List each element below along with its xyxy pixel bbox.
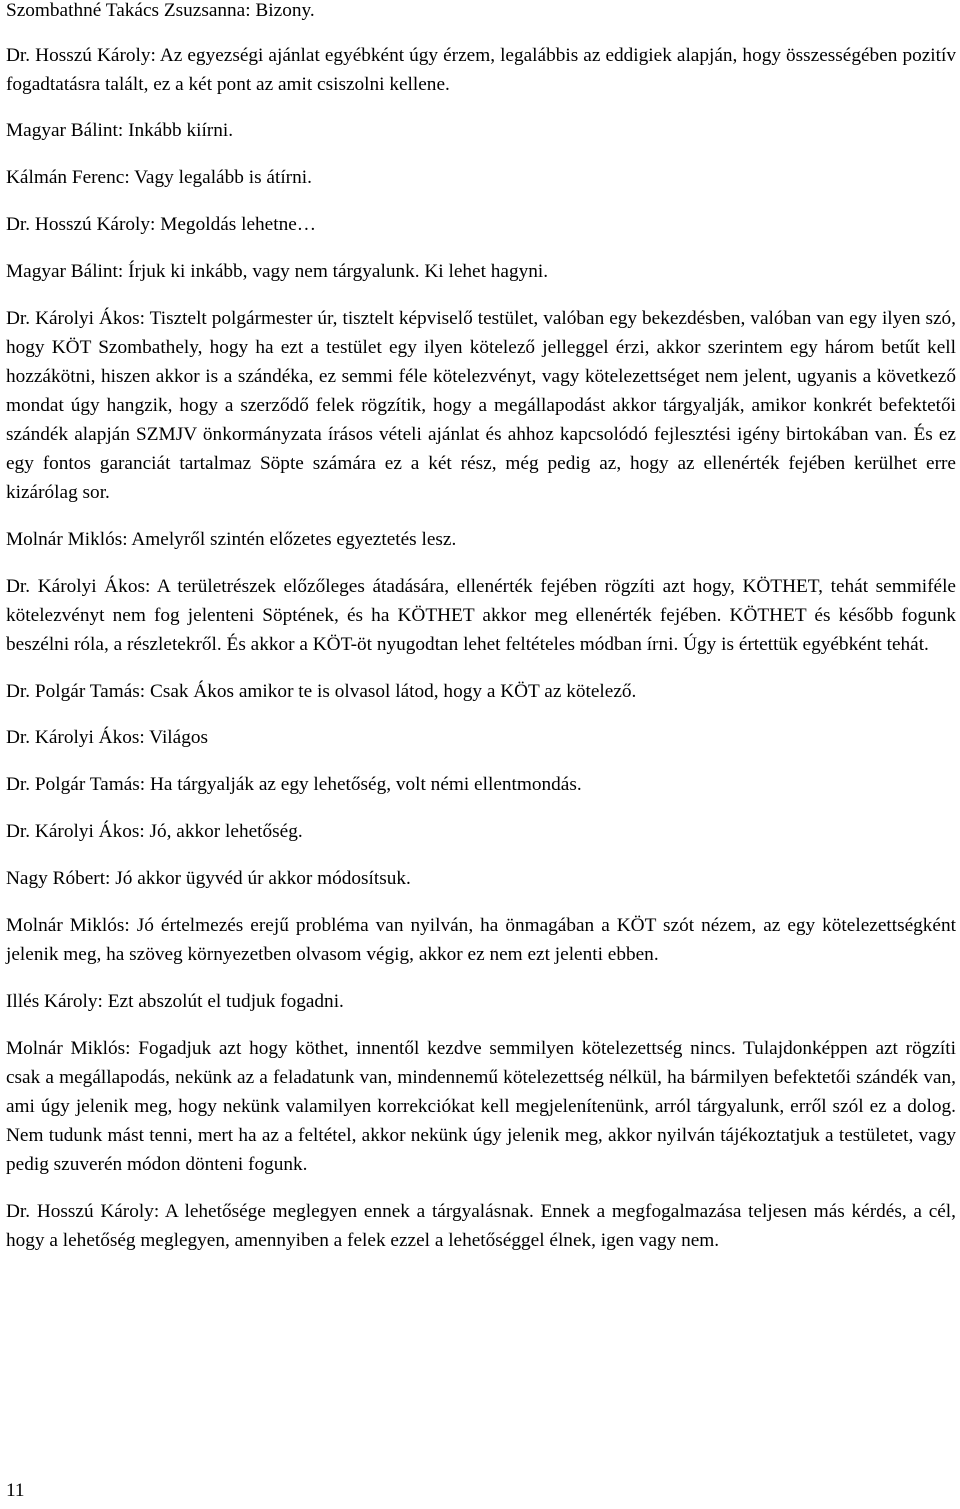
page-number: 11 [6,1480,25,1501]
paragraph-1: Szombathné Takács Zsuzsanna: Bizony. [6,0,315,21]
paragraph-17: Molnár Miklós: Fogadjuk azt hogy köthet, innentől kezdve semmilyen kötelezettség nincs. Tulajdonképpen azt rögzíti csak a megállapodás, nekünk az a feladatunk van, mindennemű kötelezettség nélkül, ha bármilyen befektetői szándék van, ami úgy jelenik meg, hogy nekünk valamilyen korrekciókat kell megjelenítenünk, arról tárgyalunk, erről szól ez a dolog. Nem tudunk mást tenni, mert ha az a feltétel, akkor nekünk úgy jelenik meg, akkor nyilván tájékoztatjuk a testületet, vagy pedig szuverén módon dönteni fogunk. [6,1038,956,1175]
paragraph-10: Dr. Polgár Tamás: Csak Ákos amikor te is olvasol látod, hogy a KÖT az kötelező. [6,681,637,702]
paragraph-13: Dr. Károlyi Ákos: Jó, akkor lehetőség. [6,821,303,842]
paragraph-8: Molnár Miklós: Amelyről szintén előzetes egyeztetés lesz. [6,529,457,550]
paragraph-3: Magyar Bálint: Inkább kiírni. [6,120,234,141]
paragraph-16: Illés Károly: Ezt abszolút el tudjuk fogadni. [6,991,344,1012]
paragraph-15: Molnár Miklós: Jó értelmezés erejű probléma van nyilván, ha önmagában a KÖT szót nézem, az egy kötelezettségként jelenik meg, ha szöveg környezetben olvasom végig, akkor ez nem ezt jelenti ebben. [6,915,956,965]
paragraph-14: Nagy Róbert: Jó akkor ügyvéd úr akkor módosítsuk. [6,868,411,889]
paragraph-11: Dr. Károlyi Ákos: Világos [6,727,209,748]
paragraph-12: Dr. Polgár Tamás: Ha tárgyalják az egy lehetőség, volt némi ellentmondás. [6,774,582,795]
paragraph-7: Dr. Károlyi Ákos: Tisztelt polgármester úr, tisztelt képviselő testület, valóban egy bekezdésben, valóban van egy ilyen szó, hogy KÖT Szombathely, hogy ha ezt a testület egy ilyen kötelező jelleggel érzi, akkor szerintem egy három betűt kell hozzákötni, hiszen akkor is a szándéka, ez semmi féle kötelezvényt, vagy kötelezettséget nem jelent, ugyanis a következő mondat úgy hangzik, hogy a szerződő felek rögzítik, hogy a megállapodást akkor tárgyalják, amikor konkrét befektetői szándék alapján SZMJV önkormányzata írásos vételi ajánlat és ahhoz kapcsolódó fejlesztési igény birtokában van. És ez egy fontos garanciát tartalmaz Söpte számára ez a két rész, még pedig az, hogy az ellenérték fejében kerülhet erre kizárólag sor. [6,308,956,503]
paragraph-6: Magyar Bálint: Írjuk ki inkább, vagy nem tárgyalunk. Ki lehet hagyni. [6,261,549,282]
paragraph-9: Dr. Károlyi Ákos: A területrészek előzőleges átadására, ellenérték fejében rögzíti azt hogy, KÖTHET, tehát semmiféle kötelezvényt nem fog jelenteni Söptének, és ha KÖTHET akkor meg ellenérték fejében. KÖTHET és később fogunk beszélni róla, a részletekről. És akkor a KÖT-öt nyugodtan lehet feltételes módban írni. Úgy is értettük egyébként tehát. [6,576,956,655]
document-page [6,0,956,1255]
paragraph-5: Dr. Hosszú Károly: Megoldás lehetne… [6,214,317,235]
paragraph-2: Dr. Hosszú Károly: Az egyezségi ajánlat egyébként úgy érzem, legalábbis az eddigiek alapján, hogy összességében pozitív fogadtatásra talált, ez a két pont az amit csiszolni kellene. [6,45,956,95]
paragraph-18: Dr. Hosszú Károly: A lehetősége meglegyen ennek a tárgyalásnak. Ennek a megfogalmazása teljesen más kérdés, a cél, hogy a lehetőség meglegyen, amennyiben a felek ezzel a lehetőséggel élnek, igen vagy nem. [6,1201,956,1251]
paragraph-4: Kálmán Ferenc: Vagy legalább is átírni. [6,167,312,188]
